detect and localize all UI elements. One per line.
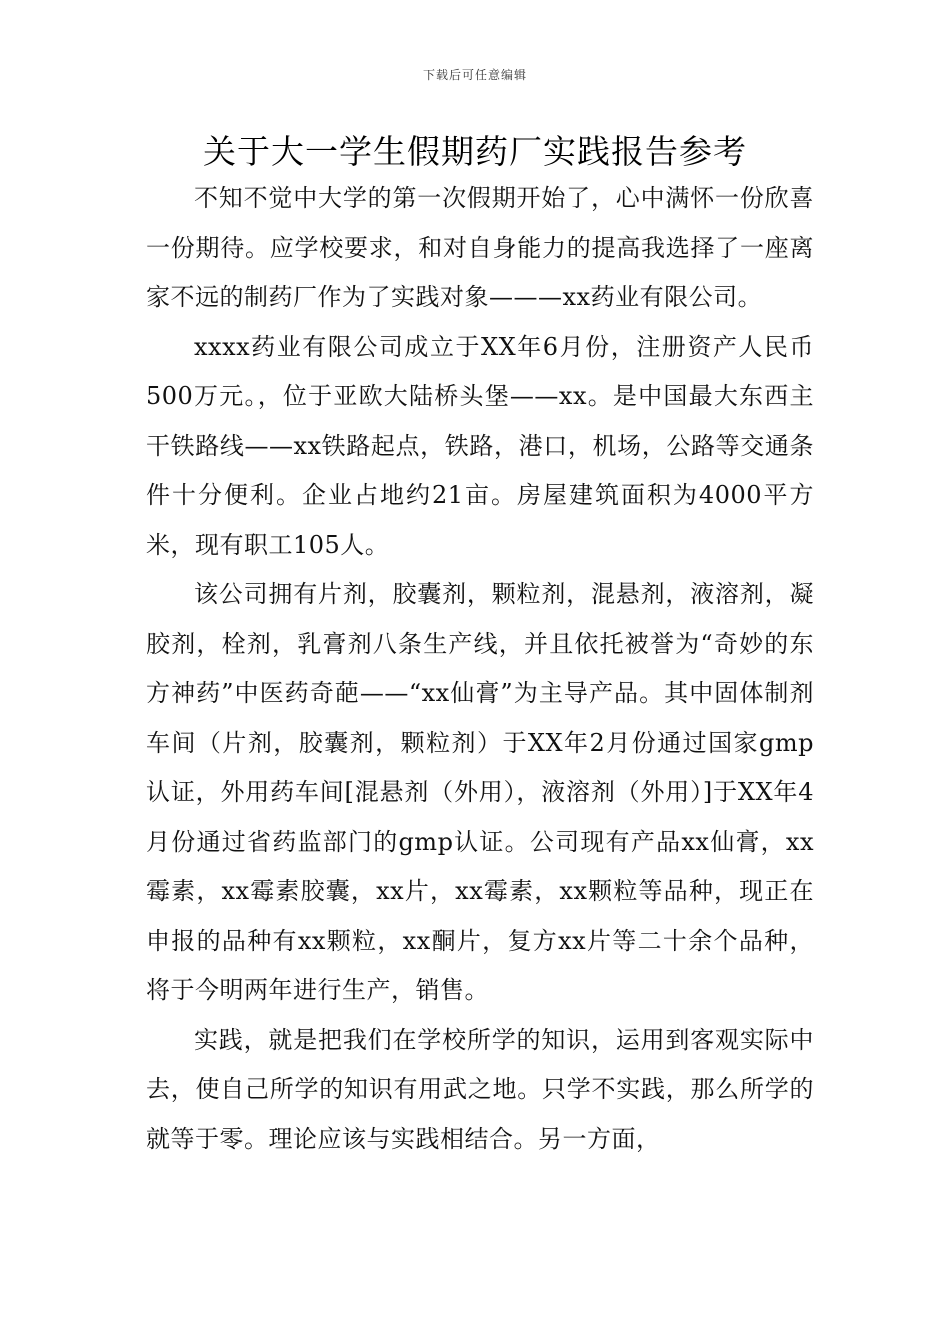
header-note: 下载后可任意编辑 xyxy=(422,68,527,82)
paragraph-1: 不知不觉中大学的第一次假期开始了，心中满怀一份欣喜一份期待。应学校要求，和对自身能力的提高我选择了一座离家不远的制药厂作为了实践对象———xx药业有限公司。 xyxy=(146,184,814,311)
document-body xyxy=(146,174,814,1164)
paragraph-4: 实践，就是把我们在学校所学的知识，运用到客观实际中去，使自己所学的知识有用武之地。只学不实践，那么所学的就等于零。理论应该与实践相结合。另一方面， xyxy=(146,1025,814,1153)
document-title: 关于大一学生假期药厂实践报告参考 xyxy=(203,132,747,171)
paragraph-3: 该公司拥有片剂，胶囊剂，颗粒剂，混悬剂，液溶剂，凝胶剂，栓剂，乳膏剂八条生产线，并且依托被誉为“奇妙的东方神药”中医药奇葩——“xx仙膏”为主导产品。其中固体制剂车间（片剂，胶囊剂，颗粒剂）于XX年2月份通过国家gmp认证，外用药车间[混悬剂（外用），液溶剂（外用）]于XX年4月份通过省药监部门的gmp认证。公司现有产品xx仙膏，xx霉素，xx霉素胶囊，xx片，xx霉素，xx颗粒等品种，现正在申报的品种有xx颗粒，xx酮片，复方xx片等二十余个品种，将于今明两年进行生产，销售。 xyxy=(146,580,814,1004)
paragraph-2: xxxx药业有限公司成立于XX年6月份，注册资产人民币500万元。，位于亚欧大陆桥头堡——xx。是中国最大东西主干铁路线——xx铁路起点，铁路，港口，机场，公路等交通条件十分便利。企业占地约21亩。房屋建筑面积为4000平方米，现有职工105人。 xyxy=(146,332,814,559)
